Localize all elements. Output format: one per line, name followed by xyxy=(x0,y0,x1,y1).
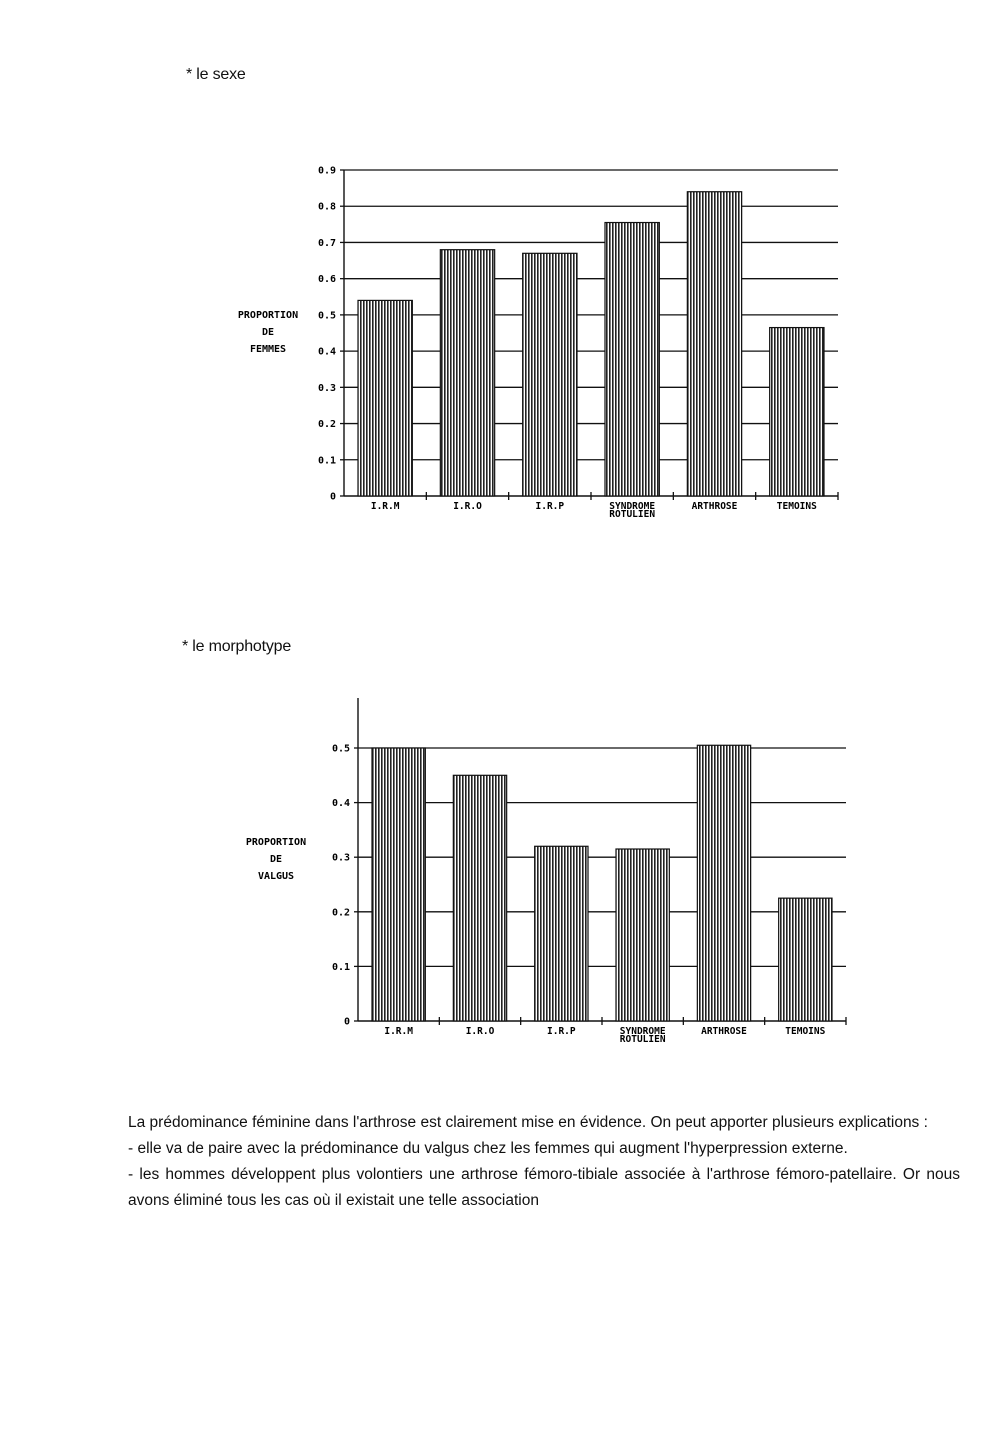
x-tick-label: I.R.M xyxy=(384,1026,413,1037)
section-heading-sexe: * le sexe xyxy=(186,66,246,83)
y-tick-label: 0.5 xyxy=(317,310,336,322)
y-axis-label: DE xyxy=(261,327,275,338)
y-tick-label: 0.2 xyxy=(331,907,350,919)
y-tick-label: 0.9 xyxy=(317,165,336,177)
bar xyxy=(697,745,750,1021)
x-tick-label: I.R.O xyxy=(465,1026,495,1037)
x-tick-label: TEMOINS xyxy=(785,1026,826,1037)
y-tick-label: 0.7 xyxy=(317,237,336,249)
x-tick-label: I.R.P xyxy=(547,1026,576,1037)
y-tick-label: 0.8 xyxy=(317,201,336,213)
y-tick-label: 0.1 xyxy=(331,961,350,973)
bar xyxy=(779,898,832,1021)
y-axis-label: PROPORTION xyxy=(245,837,307,848)
y-tick-label: 0.4 xyxy=(317,346,336,358)
y-tick-label: 0 xyxy=(329,491,336,503)
y-tick-label: 0.1 xyxy=(317,455,336,467)
bar xyxy=(453,775,506,1021)
x-tick-label: ARTHROSE xyxy=(691,501,738,512)
y-tick-label: 0.6 xyxy=(317,274,336,286)
section-heading-morphotype: * le morphotype xyxy=(182,638,292,655)
paragraph-point-2: - les hommes développent plus volontiers une arthrose fémoro-tibiale associée à l'arthrose fémoro-patellaire. Or nous avons éliminé tous les cas où il existait une telle association xyxy=(128,1166,960,1209)
y-axis-label: VALGUS xyxy=(257,871,295,882)
x-tick-label: I.R.O xyxy=(453,501,482,512)
body-text xyxy=(128,1110,960,1214)
y-axis-label: PROPORTION xyxy=(237,310,299,321)
x-tick-label: TEMOINS xyxy=(776,501,817,512)
paragraph-intro: La prédominance féminine dans l'arthrose est clairement mise en évidence. On peut apporter plusieurs explications : xyxy=(128,1114,928,1131)
y-tick-label: 0.5 xyxy=(331,743,350,755)
y-tick-label: 0.2 xyxy=(317,419,336,431)
x-tick-label: I.R.M xyxy=(370,501,400,512)
x-tick-label: SYNDROME ROTULIEN xyxy=(609,501,656,520)
y-axis-label: DE xyxy=(269,854,283,865)
x-tick-label: SYNDROME ROTULIEN xyxy=(619,1026,666,1045)
x-tick-label: I.R.P xyxy=(535,501,565,512)
bar xyxy=(535,846,588,1021)
y-axis-label: FEMMES xyxy=(249,344,287,355)
y-tick-label: 0 xyxy=(343,1016,350,1028)
y-tick-label: 0.3 xyxy=(317,382,336,394)
bar xyxy=(372,748,425,1021)
bar xyxy=(616,849,669,1021)
y-tick-label: 0.3 xyxy=(331,852,350,864)
x-tick-label: ARTHROSE xyxy=(701,1026,747,1037)
y-tick-label: 0.4 xyxy=(331,798,350,810)
paragraph-point-1: - elle va de paire avec la prédominance du valgus chez les femmes qui augment l'hyperpression externe. xyxy=(128,1140,848,1157)
